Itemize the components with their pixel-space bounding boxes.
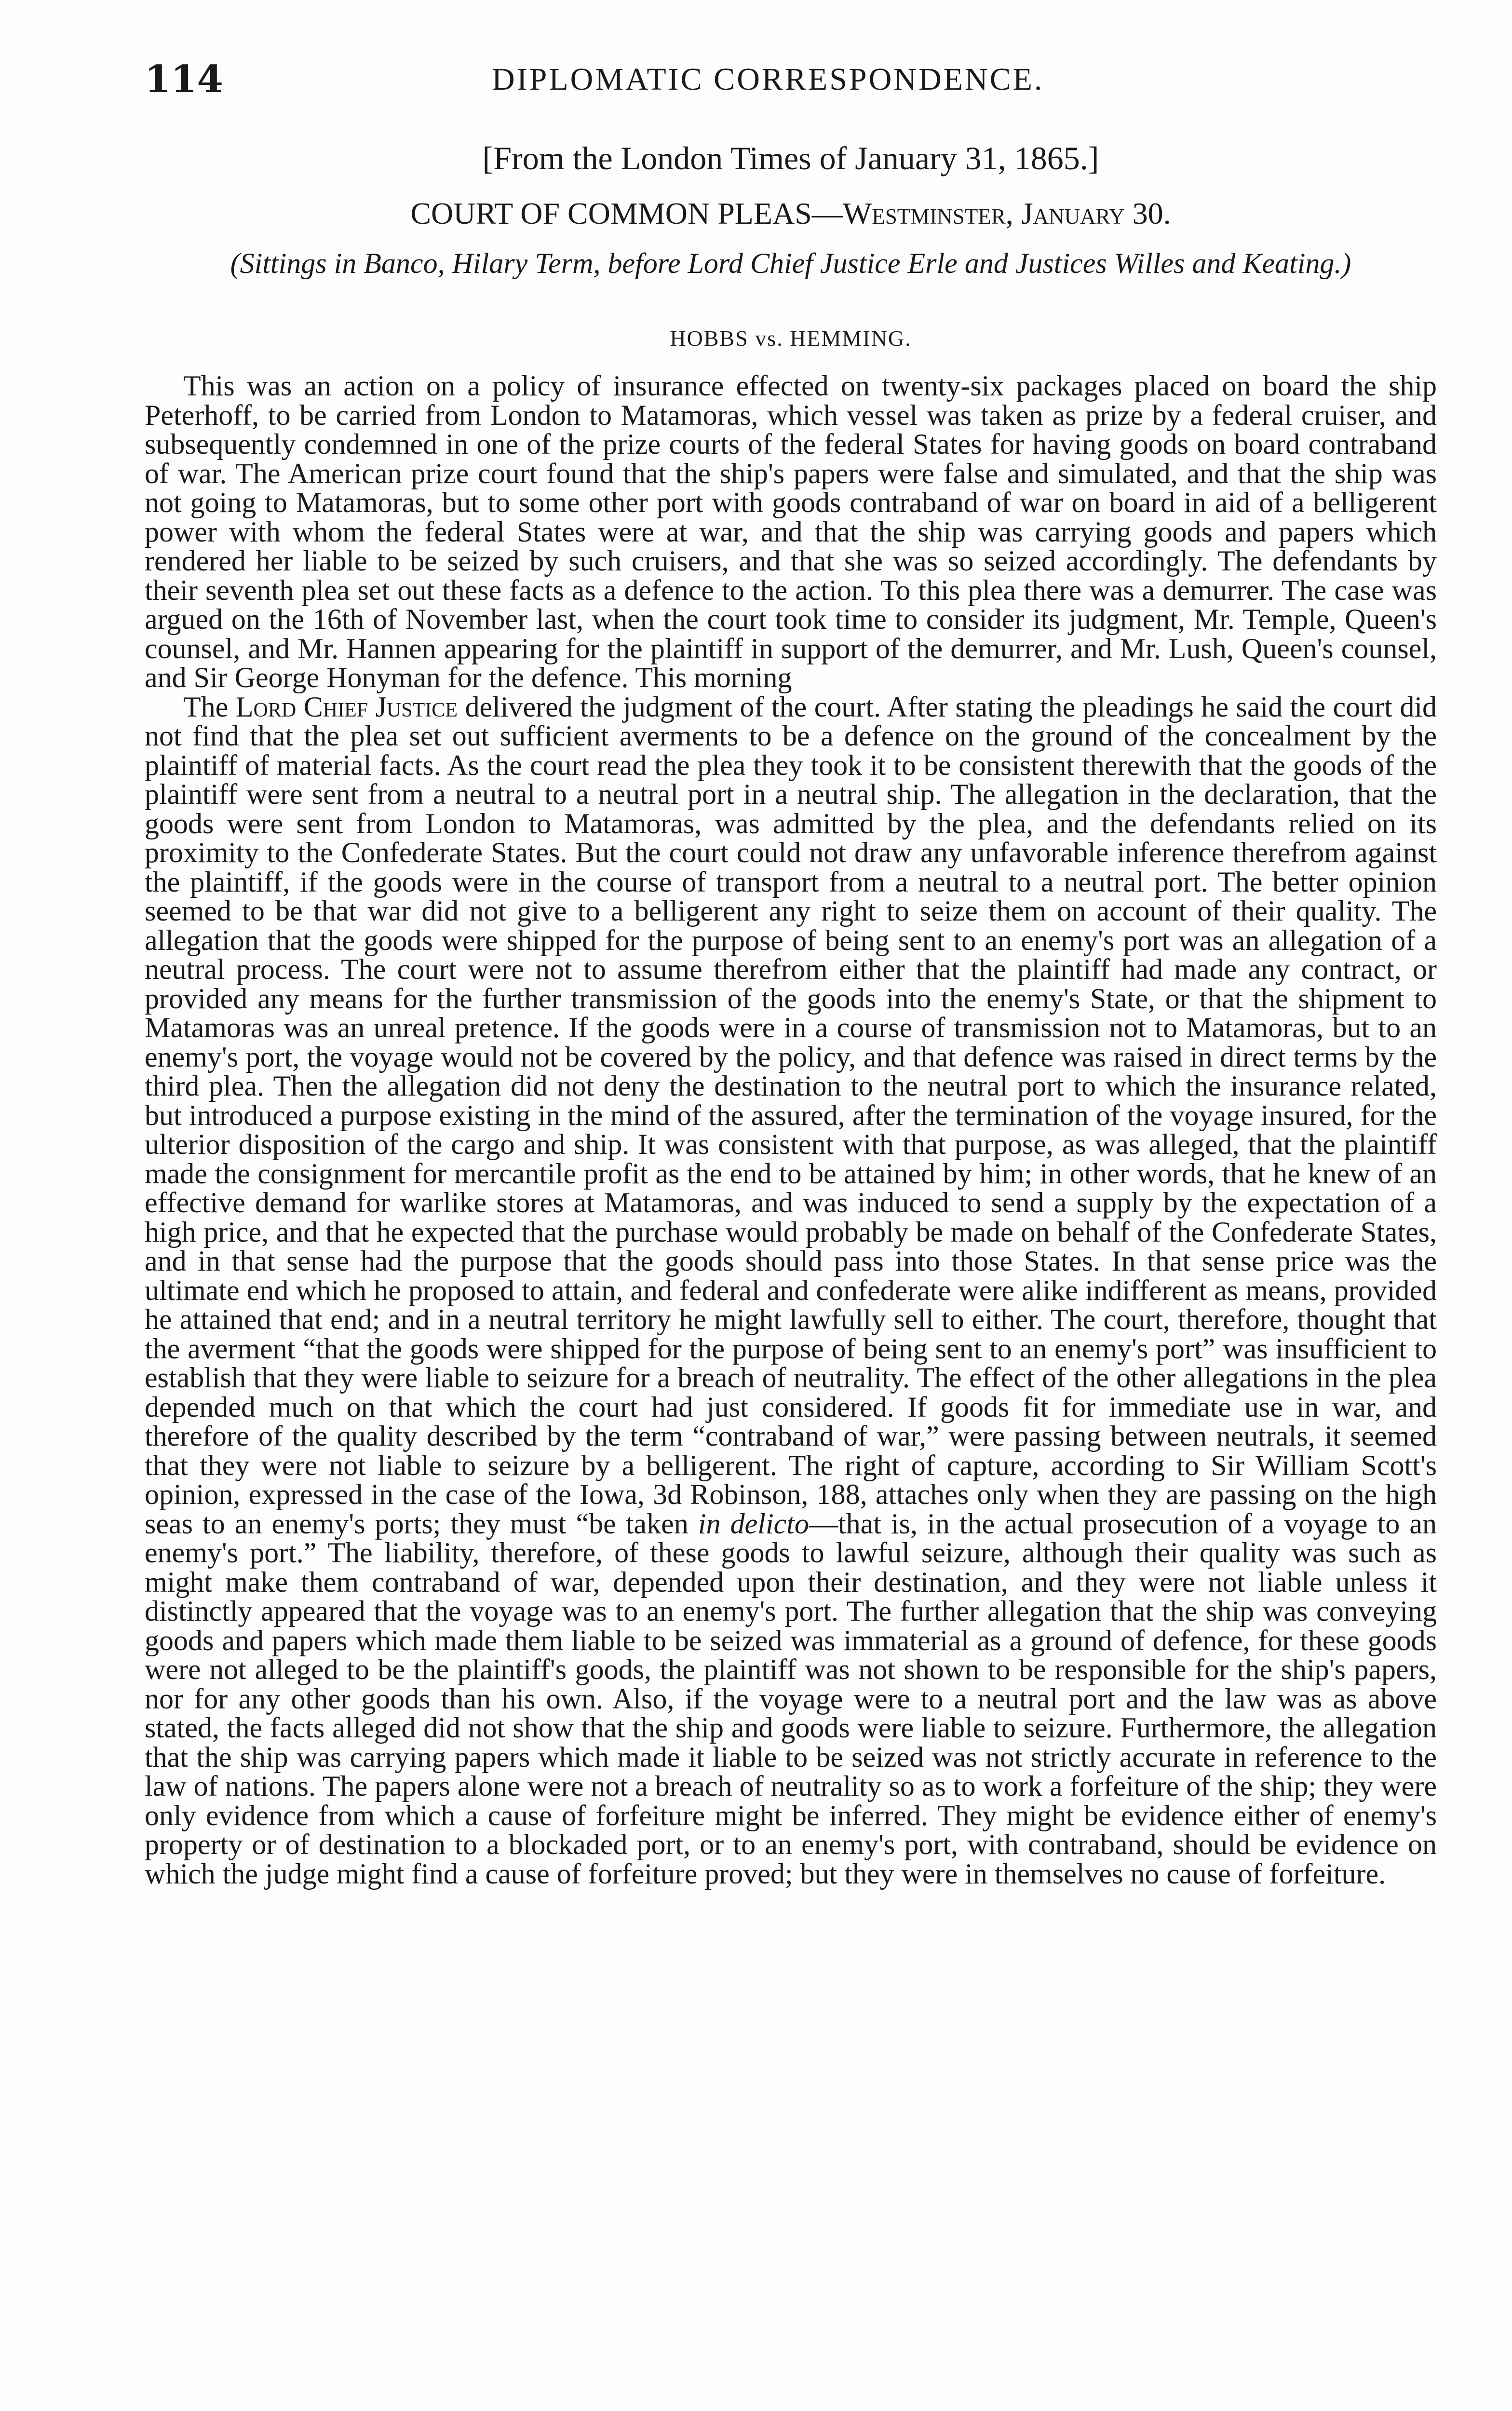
paragraph-2 xyxy=(145,692,1437,1889)
court-heading: COURT OF COMMON PLEAS—Westminster, January 30. xyxy=(410,196,1171,230)
paragraph-2-article: The xyxy=(183,691,229,723)
paragraph-1: This was an action on a policy of insurance effected on twenty-six packages placed on board the ship Peterhoff, to be carried from London to Matamoras, which vessel was taken as prize by a federal cruiser, and subsequently condemned in one of the prize courts of the federal States for having goods on board contraband of war. The American prize court found that the ship's papers were false and simulated, and that the ship was not going to Matamoras, but to some other port with goods contraband of war on board in aid of a belligerent power with whom the federal States were at war, and that the ship was carrying goods and papers which rendered her liable to be seized by such cruisers, and that she was so seized accordingly. The defendants by their seventh plea set out these facts as a defence to the action. To this plea there was a demurrer. The case was argued on the 16th of November last, when the court took time to consider its judgment, Mr. Temple, Queen's counsel, and Mr. Hannen appearing for the plaintiff in support of the demurrer, and Mr. Lush, Queen's counsel, and Sir George Honyman for the defence. This morning xyxy=(145,371,1437,693)
running-head xyxy=(145,53,1437,106)
paragraph-2-text: delivered the judgment of the court. After stating the pleadings he said the court did not find that the plea set out sufficient averments to be a defence on the ground of the concealment by the plaintiff of material facts. As the court read the plea they took it to be consistent therewith that the goods of the plaintiff were sent from a neutral to a neutral port in a neutral ship. The allegation in the declaration, that the goods were sent from London to Matamoras, was admitted by the plea, and the defendants relied on its proximity to the Confederate States. But the court could not draw any unfavorable inference therefrom against the plaintiff, if the goods were in the course of transport from a neutral to a neutral port. The better opinion seemed to be that war did not give to a belligerent any right to seize them on account of their quality. The allegation that the goods were shipped for the purpose of being sent to an enemy's port was an allegation of a neutral process. The court were not to assume therefrom either that the plaintiff had made any contract, or provided any means for the further transmission of the goods into the enemy's State, or that the shipment to Matamoras was an unreal pretence. If the goods were in a course of transmission not to Matamoras, but to an enemy's port, the voyage would not be covered by the policy, and that defence was raised in direct terms by the third plea. Then the allegation did not deny the destination to the neutral port to which the insurance related, but introduced a purpose existing in the mind of the assured, after the termination of the voyage insured, for the ulterior disposition of the cargo and ship. It was consistent with that purpose, as was alleged, that the plaintiff made the consignment for mercantile profit as the end to be attained by him; in other words, that he knew of an effective demand for warlike stores at Matamoras, and was induced to send a supply by the expectation of a high price, and that he expected that the purchase would probably be made on behalf of the Confederate States, and in that sense had the purpose that the goods should pass into those States. In that sense price was the ultimate end which he proposed to attain, and federal and confederate were alike indifferent as means, provided he attained that end; and in a neutral territory he might lawfully sell to either. The court, therefore, thought that the averment “that the goods were shipped for the purpose of being sent to an enemy's port” was insufficient to establish that they were liable to seizure for a breach of neutrality. The effect of the other allegations in the plea depended much on that which the court had just considered. If goods fit for immediate use in war, and therefore of the quality described by the term “contraband of war,” were passing between neutrals, it seemed that they were not liable to seizure by a belligerent. The right of capture, according to Sir William Scott's opinion, expressed in the case of the Iowa, 3d Robinson, 188, attaches only when they are passing on the high seas to an enemy's ports; they must “be taken xyxy=(145,691,1437,1540)
source-line: [From the London Times of January 31, 1865.] xyxy=(482,140,1099,176)
running-title: DIPLOMATIC CORRESPONDENCE. xyxy=(492,62,1044,97)
paragraph-2-end: —that is, in the actual prosecution of a voyage to an enemy's port.” The liability, therefore, of these goods to lawful seizure, although their quality was such as might make them contraband of war, depended upon their destination, and they were not liable unless it distinctly appeared that the voyage was to an enemy's port. The further allegation that the ship was conveying goods and papers which made them liable to be seized was immaterial as a ground of defence, for these goods were not alleged to be the plaintiff's goods, the plaintiff was not shown to be responsible for the ship's papers, nor for any other goods than his own. Also, if the voyage were to a neutral port and the law was as above stated, the facts alleged did not show that the ship and goods were liable to seizure. Furthermore, the allegation that the ship was carrying papers which made it liable to be seized was not strictly accurate in reference to the law of nations. The papers alone were not a breach of neutrality so as to work a forfeiture of the ship; they were only evidence from which a cause of forfeiture might be inferred. They might be evidence either of enemy's property or of destination to a blockaded port, or to an enemy's port, with contraband, should be evidence on which the judge might find a cause of forfeiture proved; but they were in themselves no cause of forfeiture. xyxy=(145,1507,1437,1890)
page-number: 114 xyxy=(145,57,223,101)
paragraph-2-speaker: Lord Chief Justice xyxy=(235,691,458,723)
paragraph-2-italic: in delicto xyxy=(698,1507,809,1540)
case-title: HOBBS vs. HEMMING. xyxy=(670,326,912,351)
court-name: COURT OF COMMON PLEAS xyxy=(410,196,812,230)
sittings-line: (Sittings in Banco, Hilary Term, before Lord Chief Justice Erle and Justices Willes and Keating.) xyxy=(230,247,1351,279)
court-location: Westminster, January 30. xyxy=(842,196,1171,230)
article-body xyxy=(145,371,1437,2300)
